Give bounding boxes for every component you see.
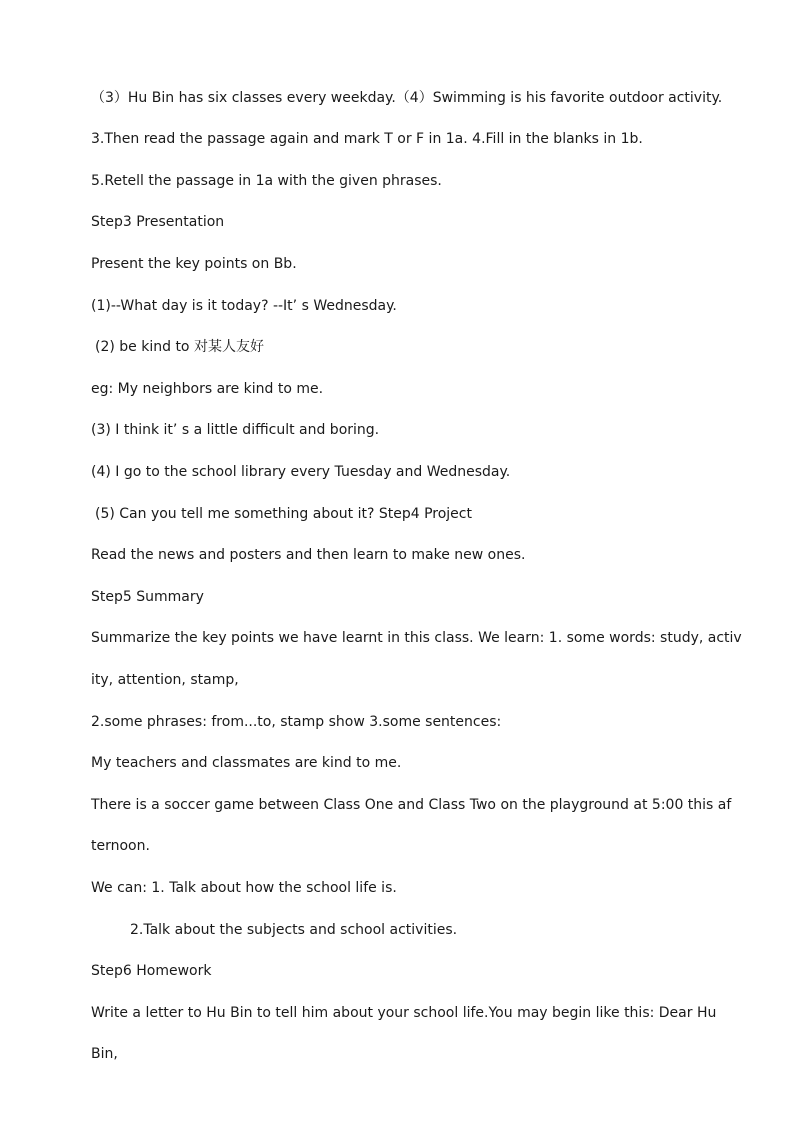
text-line-14: Summarize the key points we have learnt in this class. We learn: 1. some words: study, activ xyxy=(91,630,742,646)
text-line-12: Read the news and posters and then learn to make new ones. xyxy=(91,547,526,563)
key-point-1: (1)--What day is it today? --It’ s Wednesday. xyxy=(91,298,397,314)
key-point-5: (5) Can you tell me something about it? Step4 Project xyxy=(95,506,472,522)
key-point-3: (3) I think it’ s a little difficult and boring. xyxy=(91,422,380,438)
text-line-2: 3.Then read the passage again and mark T or F in 1a. 4.Fill in the blanks in 1b. xyxy=(91,131,643,147)
text-line-18: There is a soccer game between Class One and Class Two on the playground at 5:00 this af xyxy=(91,797,732,813)
step5-heading: Step5 Summary xyxy=(91,589,204,605)
text-line-5: Present the key points on Bb. xyxy=(91,256,297,272)
text-line-20: We can: 1. Talk about how the school life is. xyxy=(91,880,397,896)
text-line-1: （3）Hu Bin has six classes every weekday.（4）Swimming is his favorite outdoor activity. xyxy=(91,90,723,106)
step3-heading: Step3 Presentation xyxy=(91,214,225,230)
text-line-23: Write a letter to Hu Bin to tell him about your school life.You may begin like this: Dear Hu xyxy=(91,1005,717,1021)
key-point-2: (2) be kind to 对某人友好 xyxy=(95,339,264,355)
text-line-15: ity, attention, stamp, xyxy=(91,672,239,688)
text-line-17: My teachers and classmates are kind to me. xyxy=(91,755,402,771)
text-line-19: ternoon. xyxy=(91,838,150,854)
key-point-4: (4) I go to the school library every Tuesday and Wednesday. xyxy=(91,464,511,480)
text-line-24: Bin, xyxy=(91,1046,118,1062)
text-line-16: 2.some phrases: from...to, stamp show 3.some sentences: xyxy=(91,714,502,730)
text-line-21: 2.Talk about the subjects and school activities. xyxy=(130,922,458,938)
step6-heading: Step6 Homework xyxy=(91,963,212,979)
example-line: eg: My neighbors are kind to me. xyxy=(91,381,324,397)
text-line-3: 5.Retell the passage in 1a with the given phrases. xyxy=(91,173,442,189)
